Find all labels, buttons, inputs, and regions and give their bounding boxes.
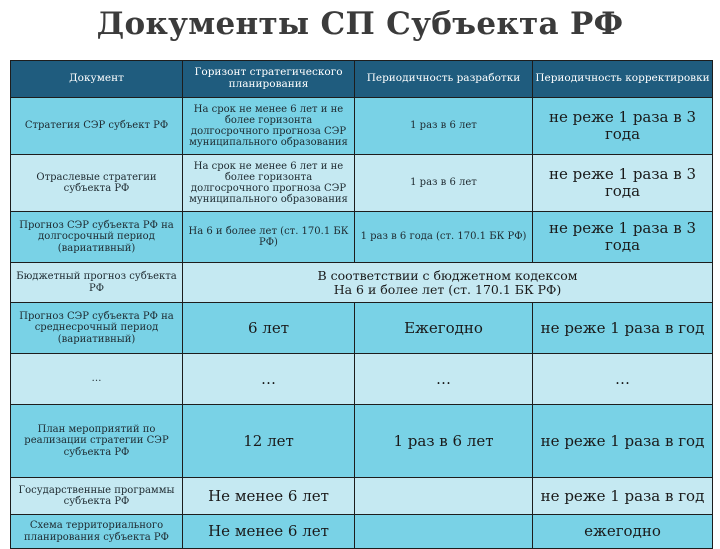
row-dev-period: 1 раз в 6 лет <box>355 155 533 212</box>
page-title: Документы СП Субъекта РФ <box>96 6 624 42</box>
row-corr-period: не реже 1 раза в год <box>533 303 713 354</box>
row-document: Схема территориального планирования субъекта РФ <box>11 515 183 549</box>
header-document: Документ <box>11 61 183 98</box>
row-corr-period: не реже 1 раза в год <box>533 478 713 515</box>
row-dev-period <box>355 515 533 549</box>
header-dev-period: Периодичность разработки <box>355 61 533 98</box>
row-document: … <box>11 354 183 405</box>
row-horizon: На 6 и более лет (ст. 170.1 БК РФ) <box>183 212 355 263</box>
merged-note-line-1: В соответствии с бюджетном кодексом <box>317 267 578 283</box>
table-row <box>11 263 713 303</box>
row-horizon: 6 лет <box>183 303 355 354</box>
row-document: Стратегия СЭР субъект РФ <box>11 98 183 155</box>
row-dev-period: 1 раз в 6 лет <box>355 405 533 478</box>
table-row <box>11 303 713 354</box>
row-dev-period: 1 раз в 6 лет <box>355 98 533 155</box>
row-corr-period: ежегодно <box>533 515 713 549</box>
header-horizon: Горизонт стратегического планирования <box>183 61 355 98</box>
row-dev-period: … <box>355 354 533 405</box>
row-horizon: Не менее 6 лет <box>183 478 355 515</box>
row-document: План мероприятий по реализации стратегии СЭР субъекта РФ <box>11 405 183 478</box>
table-row <box>11 212 713 263</box>
merged-note-line-2: На 6 и более лет (ст. 170.1 БК РФ) <box>333 281 562 297</box>
row-document: Прогноз СЭР субъекта РФ на среднесрочный период (вариативный) <box>11 303 183 354</box>
row-document: Бюджетный прогноз субъекта РФ <box>11 263 183 303</box>
row-dev-period <box>355 478 533 515</box>
row-document: Прогноз СЭР субъекта РФ на долгосрочный период (вариативный) <box>11 212 183 263</box>
row-document: Государственные программы субъекта РФ <box>11 478 183 515</box>
row-dev-period: 1 раз в 6 года (ст. 170.1 БК РФ) <box>355 212 533 263</box>
row-horizon: На срок не менее 6 лет и не более горизонта долгосрочного прогноза СЭР муниципального образования <box>183 98 355 155</box>
row-corr-period: не реже 1 раза в 3 года <box>533 98 713 155</box>
table-row <box>11 354 713 405</box>
row-corr-period: не реже 1 раза в 3 года <box>533 155 713 212</box>
row-corr-period: не реже 1 раза в год <box>533 405 713 478</box>
row-horizon: … <box>183 354 355 405</box>
table-row <box>11 405 713 478</box>
table-header-row <box>11 61 713 98</box>
row-horizon: Не менее 6 лет <box>183 515 355 549</box>
table-row <box>11 98 713 155</box>
row-corr-period: не реже 1 раза в 3 года <box>533 212 713 263</box>
row-merged-note <box>183 263 713 303</box>
row-horizon: На срок не менее 6 лет и не более горизонта долгосрочного прогноза СЭР муниципального образования <box>183 155 355 212</box>
row-document: Отраслевые стратегии субъекта РФ <box>11 155 183 212</box>
table-row <box>11 478 713 515</box>
row-corr-period: … <box>533 354 713 405</box>
documents-table <box>10 60 713 549</box>
header-corr-period: Периодичность корректировки <box>533 61 713 98</box>
table-row <box>11 155 713 212</box>
row-dev-period: Ежегодно <box>355 303 533 354</box>
row-horizon: 12 лет <box>183 405 355 478</box>
table-row <box>11 515 713 549</box>
